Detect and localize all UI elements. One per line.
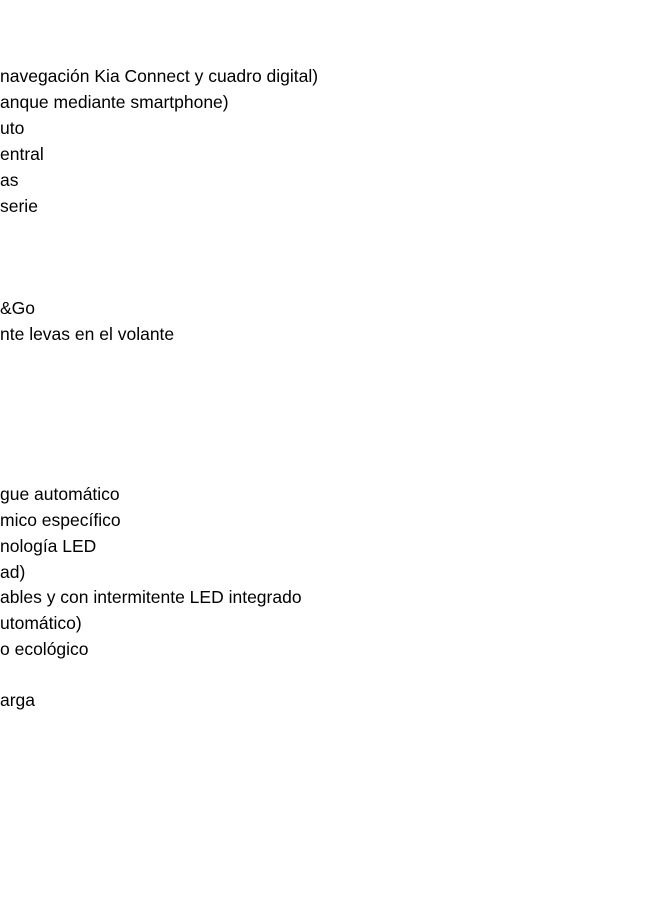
text-line-auto: uto	[0, 118, 25, 138]
text-line-ad: ad)	[0, 562, 26, 582]
text-line-arranque: anque mediante smartphone)	[0, 92, 229, 112]
text-line-retrovisores: ables y con intermitente LED integrado	[0, 587, 302, 607]
text-line-encendido: gue automático	[0, 484, 120, 504]
text-line-stop-go: &Go	[0, 298, 36, 318]
text-line-as: as	[0, 170, 19, 190]
text-line-serie: serie	[0, 196, 38, 216]
text-line-navegacion: navegación Kia Connect y cuadro digital)	[0, 66, 319, 86]
text-line-levas: nte levas en el volante	[0, 324, 175, 344]
text-line-led: nología LED	[0, 536, 97, 556]
text-line-central: entral	[0, 144, 44, 164]
text-line-ecologico: o ecológico	[0, 639, 89, 659]
text-line-especifico: mico específico	[0, 510, 121, 530]
text-line-carga: arga	[0, 690, 36, 710]
text-line-automatico: utomático)	[0, 613, 82, 633]
